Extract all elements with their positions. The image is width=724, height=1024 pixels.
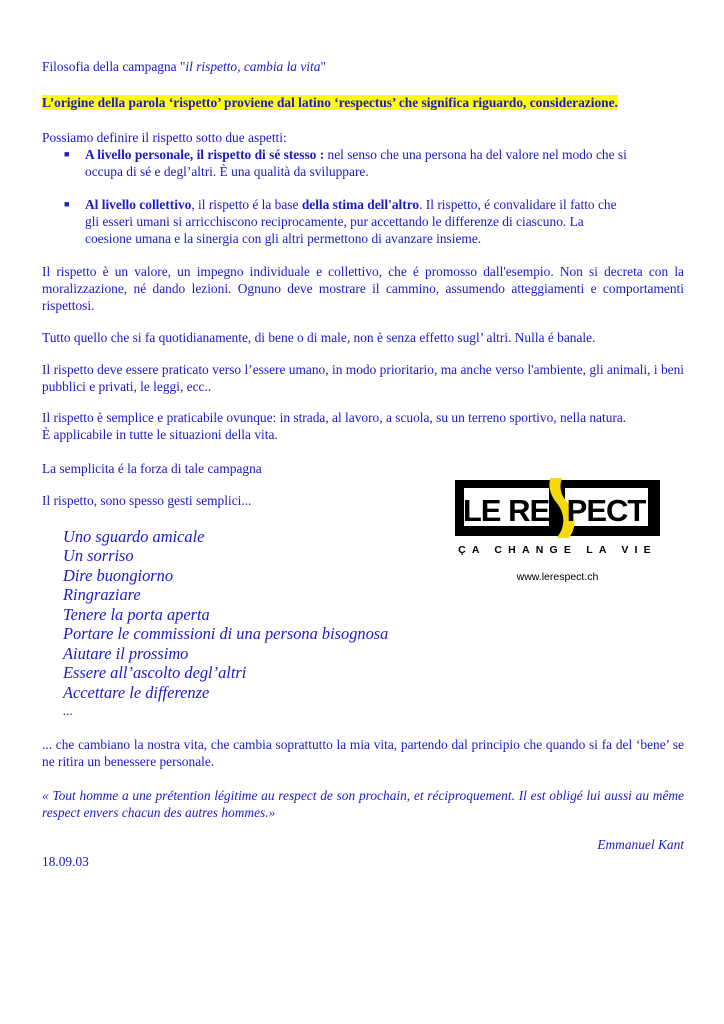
gesture-item: Portare le commissioni di una persona bisognosa <box>63 624 389 643</box>
header-prefix: Filosofia della campagna " <box>42 59 186 74</box>
bullet-bold-2: della stima dell'altro <box>301 197 420 212</box>
closing-paragraph: ... che cambiano la nostra vita, che cambia soprattutto la mia vita, partendo dal principio che quando si fa del ‘bene’ se ne ritira un benessere personale. <box>42 737 684 769</box>
bullet-text <box>85 196 684 247</box>
logo-text-left: LE RE <box>462 493 550 528</box>
bullet-text-part-2: . Il rispetto, é convalidare il fatto che <box>419 197 617 212</box>
bullet-line: occupa di sé e degl’altri. È una qualità da sviluppare. <box>85 164 369 179</box>
origin-sentence: L’origine della parola ‘rispetto’ proviene dal latino ‘respectus’ che significa riguardo, considerazione. <box>42 95 618 110</box>
header-italic: il rispetto, cambia la vita <box>185 59 321 74</box>
bullet-text-part: nel senso che una persona ha del valore nel modo che si <box>324 147 627 162</box>
logo-text-right: PECT <box>566 493 646 528</box>
kant-quote: « Tout homme a une prétention légitime au respect de son prochain, et réciproquement. Il est obligé lui aussi au même respect envers chacun des autres hommes.» <box>42 788 684 820</box>
origin-sentence-block <box>42 94 618 111</box>
bullet-bold: A livello personale, il rispetto di sé stesso : <box>85 147 325 162</box>
gesture-item: Uno sguardo amicale <box>63 527 205 546</box>
quote-author: Emmanuel Kant <box>597 837 684 852</box>
header-suffix: " <box>320 59 326 74</box>
gesture-item: Tenere la porta aperta <box>63 605 210 624</box>
aspects-intro: Possiamo definire il rispetto sotto due aspetti: <box>42 130 287 145</box>
bullet-square-icon: ■ <box>64 199 70 209</box>
bullet-square-icon: ■ <box>64 149 70 159</box>
paragraph: Tutto quello che si fa quotidianamente, di bene o di male, non è senza effetto sugl’ altri. Nulla é banale. <box>42 330 596 345</box>
gesture-item: Accettare le differenze <box>63 683 210 702</box>
bullet-bold: Al livello collettivo <box>85 197 192 212</box>
paragraph <box>42 409 626 443</box>
lerespect-logo <box>455 478 660 538</box>
gesture-item: Aiutare il prossimo <box>63 644 189 663</box>
bullet-line: gli esseri umani si arricchiscono reciprocamente, pur accettando le differenze di ciascuno. La <box>85 214 584 229</box>
gesture-item: Dire buongiorno <box>63 566 174 585</box>
gesture-item: Un sorriso <box>63 546 134 565</box>
bullet-text-part: , il rispetto é la base <box>191 197 302 212</box>
gesture-item: ... <box>63 703 74 718</box>
gesture-item: Ringraziare <box>63 585 141 604</box>
paragraph-line: Il rispetto è semplice e praticabile ovunque: in strada, al lavoro, a scuola, su un terreno sportivo, nella natura. <box>42 410 627 425</box>
paragraph: Il rispetto deve essere praticato verso l’essere umano, in modo prioritario, ma anche verso l'ambiente, gli animali, i beni pubblici e privati, le leggi, ecc.. <box>42 362 684 394</box>
bullet-line: coesione umana e la sinergia con gli altri permettono di avanzare insieme. <box>85 231 482 246</box>
bullet-text <box>85 146 684 180</box>
logo-tagline: ÇA CHANGE LA VIE <box>458 544 657 556</box>
paragraph: La semplicita é la forza di tale campagna <box>42 461 262 476</box>
logo-graphic <box>455 478 660 538</box>
paragraph-line: È applicabile in tutte le situazioni della vita. <box>42 427 278 442</box>
campaign-header <box>42 58 326 75</box>
document-date: 18.09.03 <box>42 854 89 869</box>
paragraph: Il rispetto è un valore, un impegno individuale e collettivo, che é promosso dall'esempio. Non si decreta con la moralizzazione, né dando lezioni. Ognuno deve mostrare il cammino, assumendo atteggiamenti e comportamenti rispettosi. <box>42 264 684 313</box>
paragraph: Il rispetto, sono spesso gesti semplici... <box>42 493 252 508</box>
gesture-item: Essere all’ascolto degl’altri <box>63 663 247 682</box>
logo-url: www.lerespect.ch <box>516 571 599 583</box>
